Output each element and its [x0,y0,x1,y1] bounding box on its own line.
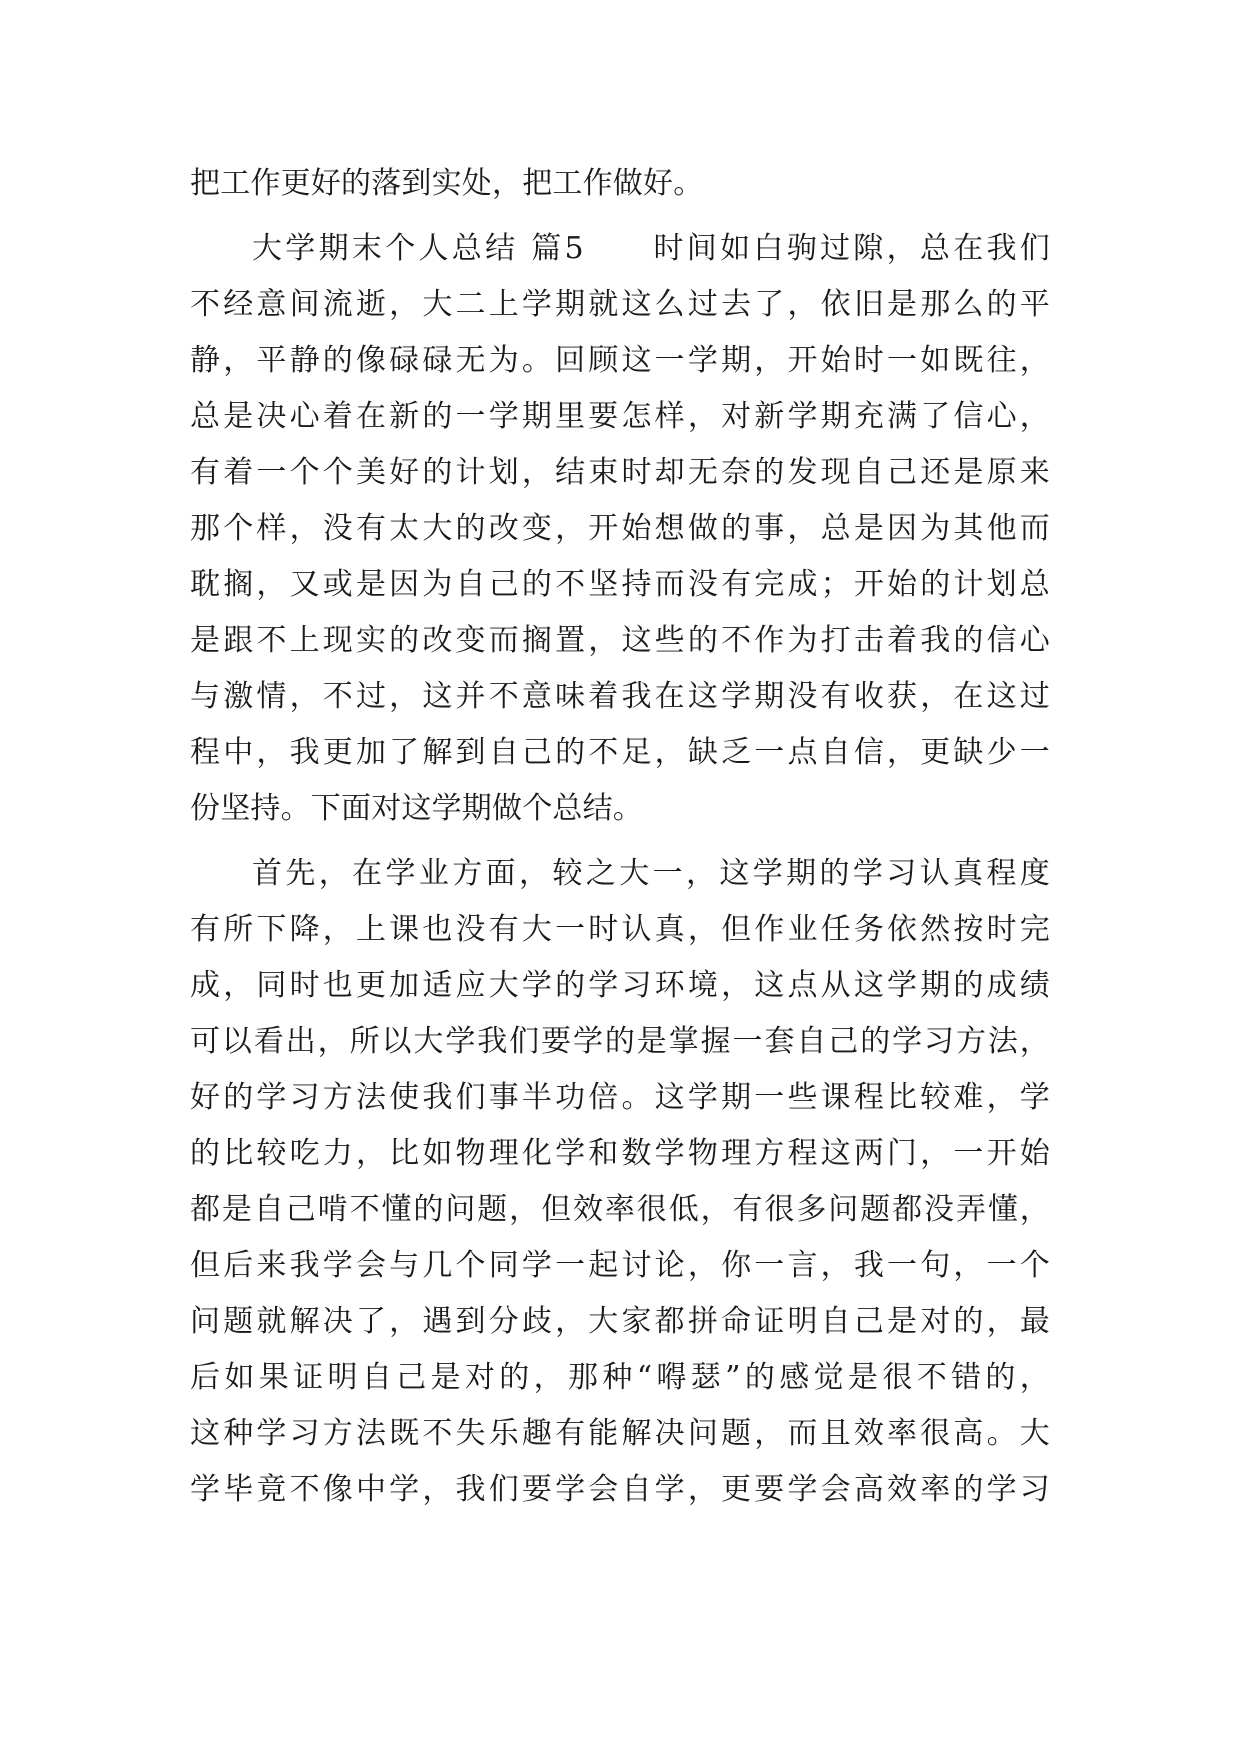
text-line: 都是自己啃不懂的问题，但效率很低，有很多问题都没弄懂， [190,1192,1050,1227]
text-line: 学毕竟不像中学，我们要学会自学，更要学会高效率的学习 [190,1472,1050,1507]
text-line: 份坚持。下面对这学期做个总结。 [190,791,643,826]
text-line: 把工作更好的落到实处，把工作做好。 [190,166,704,201]
text-line: 程中，我更加了解到自己的不足，缺乏一点自信，更缺少一 [190,735,1050,770]
text-line: 有所下降，上课也没有大一时认真，但作业任务依然按时完 [190,912,1050,947]
text-line: 是跟不上现实的改变而搁置，这些的不作为打击着我的信心 [190,623,1050,658]
text-line: 与激情，不过，这并不意味着我在这学期没有收获，在这过 [190,679,1050,714]
text-line: 成，同时也更加适应大学的学习环境，这点从这学期的成绩 [190,968,1050,1003]
section-heading-line: 大学期末个人总结 篇5 时间如白驹过隙，总在我们 [252,231,1050,266]
text-line: 后如果证明自己是对的，那种“嘚瑟”的感觉是很不错的， [190,1360,1050,1395]
text-line: 静，平静的像碌碌无为。回顾这一学期，开始时一如既往， [190,343,1050,378]
text-line: 这种学习方法既不失乐趣有能解决问题，而且效率很高。大 [190,1416,1050,1451]
body-text [190,156,1050,1518]
text-line: 可以看出，所以大学我们要学的是掌握一套自己的学习方法， [190,1024,1050,1059]
text-line: 那个样，没有太大的改变，开始想做的事，总是因为其他而 [190,511,1050,546]
text-line: 有着一个个美好的计划，结束时却无奈的发现自己还是原来 [190,455,1050,490]
text-line: 的比较吃力，比如物理化学和数学物理方程这两门，一开始 [190,1136,1050,1171]
text-line: 好的学习方法使我们事半功倍。这学期一些课程比较难，学 [190,1080,1050,1115]
text-line: 但后来我学会与几个同学一起讨论，你一言，我一句，一个 [190,1248,1050,1283]
paragraph-first-line: 首先，在学业方面，较之大一，这学期的学习认真程度 [252,856,1050,891]
text-line: 总是决心着在新的一学期里要怎样，对新学期充满了信心， [190,399,1050,434]
text-line: 不经意间流逝，大二上学期就这么过去了，依旧是那么的平 [190,287,1050,322]
text-line: 耽搁，又或是因为自己的不坚持而没有完成；开始的计划总 [190,567,1050,602]
text-line: 问题就解决了，遇到分歧，大家都拼命证明自己是对的，最 [190,1304,1050,1339]
